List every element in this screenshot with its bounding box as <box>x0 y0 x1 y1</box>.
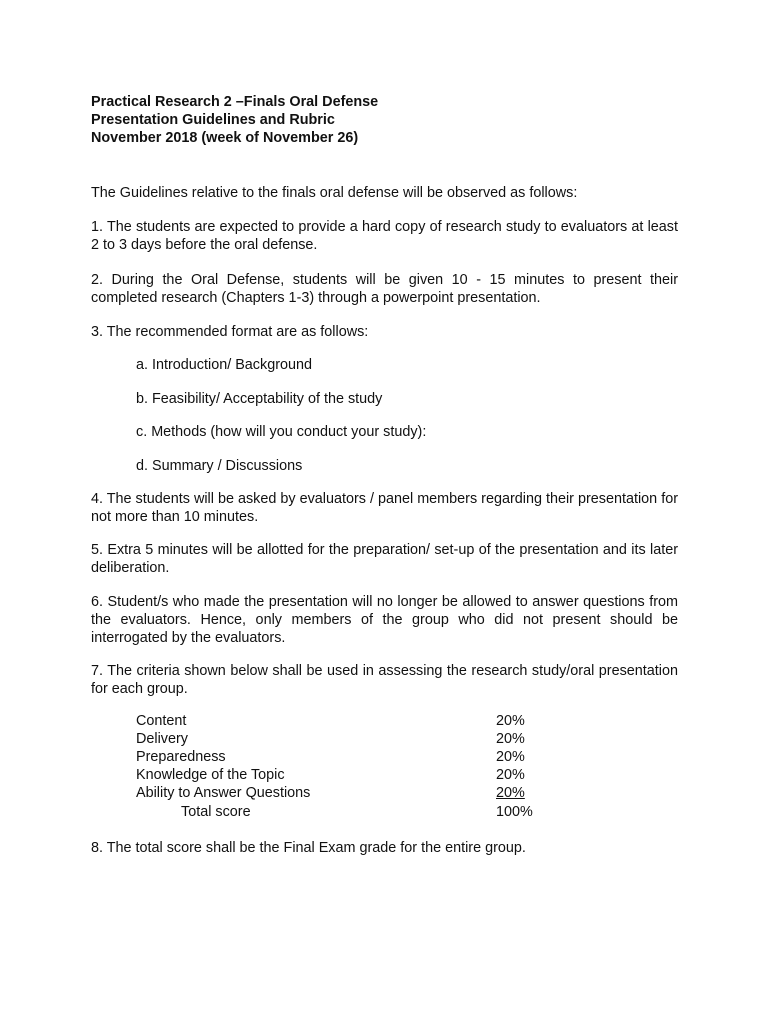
format-item-b: b. Feasibility/ Acceptability of the study <box>136 391 383 407</box>
criteria-percent: 20% <box>496 767 525 783</box>
criteria-row <box>136 748 556 766</box>
criteria-percent: 20% <box>496 749 525 765</box>
criteria-percent: 20% <box>496 731 525 747</box>
criteria-row <box>136 784 556 802</box>
guideline-item-1: 1. The students are expected to provide a hard copy of research study to evaluators at least 2 to 3 days before the oral defense. <box>91 219 678 253</box>
criteria-total-row <box>136 803 556 821</box>
criteria-name: Ability to Answer Questions <box>136 785 311 801</box>
format-item-d: d. Summary / Discussions <box>136 458 303 474</box>
total-score-label: Total score <box>181 804 251 820</box>
criteria-percent: 20% <box>496 713 525 729</box>
criteria-name: Delivery <box>136 731 188 747</box>
criteria-row <box>136 712 556 730</box>
header-title: Practical Research 2 –Finals Oral Defense <box>91 94 379 110</box>
criteria-name: Preparedness <box>136 749 226 765</box>
criteria-row <box>136 766 556 784</box>
guideline-item-4: 4. The students will be asked by evaluators / panel members regarding their presentation for not more than 10 minutes. <box>91 491 678 525</box>
guideline-item-7: 7. The criteria shown below shall be used in assessing the research study/oral presentation for each group. <box>91 663 678 697</box>
guideline-item-8: 8. The total score shall be the Final Exam grade for the entire group. <box>91 840 526 856</box>
guideline-item-5: 5. Extra 5 minutes will be allotted for the preparation/ set-up of the presentation and its later deliberation. <box>91 542 678 576</box>
intro-paragraph: The Guidelines relative to the finals oral defense will be observed as follows: <box>91 185 578 201</box>
document-header <box>91 93 378 147</box>
guideline-item-3: 3. The recommended format are as follows: <box>91 324 369 340</box>
header-date: November 2018 (week of November 26) <box>91 130 359 146</box>
header-subtitle: Presentation Guidelines and Rubric <box>91 112 335 128</box>
criteria-name: Content <box>136 713 187 729</box>
guideline-item-6: 6. Student/s who made the presentation will no longer be allowed to answer questions from the evaluators. Hence, only members of the group who did not present should be interrogated by the evaluators. <box>91 594 678 646</box>
format-item-c: c. Methods (how will you conduct your study): <box>136 424 427 440</box>
criteria-name: Knowledge of the Topic <box>136 767 285 783</box>
format-item-a: a. Introduction/ Background <box>136 357 312 373</box>
criteria-row <box>136 730 556 748</box>
total-score-percent: 100% <box>496 804 533 820</box>
guideline-item-2: 2. During the Oral Defense, students will be given 10 - 15 minutes to present their completed research (Chapters 1-3) through a powerpoint presentation. <box>91 272 678 306</box>
criteria-percent: 20% <box>496 785 525 801</box>
